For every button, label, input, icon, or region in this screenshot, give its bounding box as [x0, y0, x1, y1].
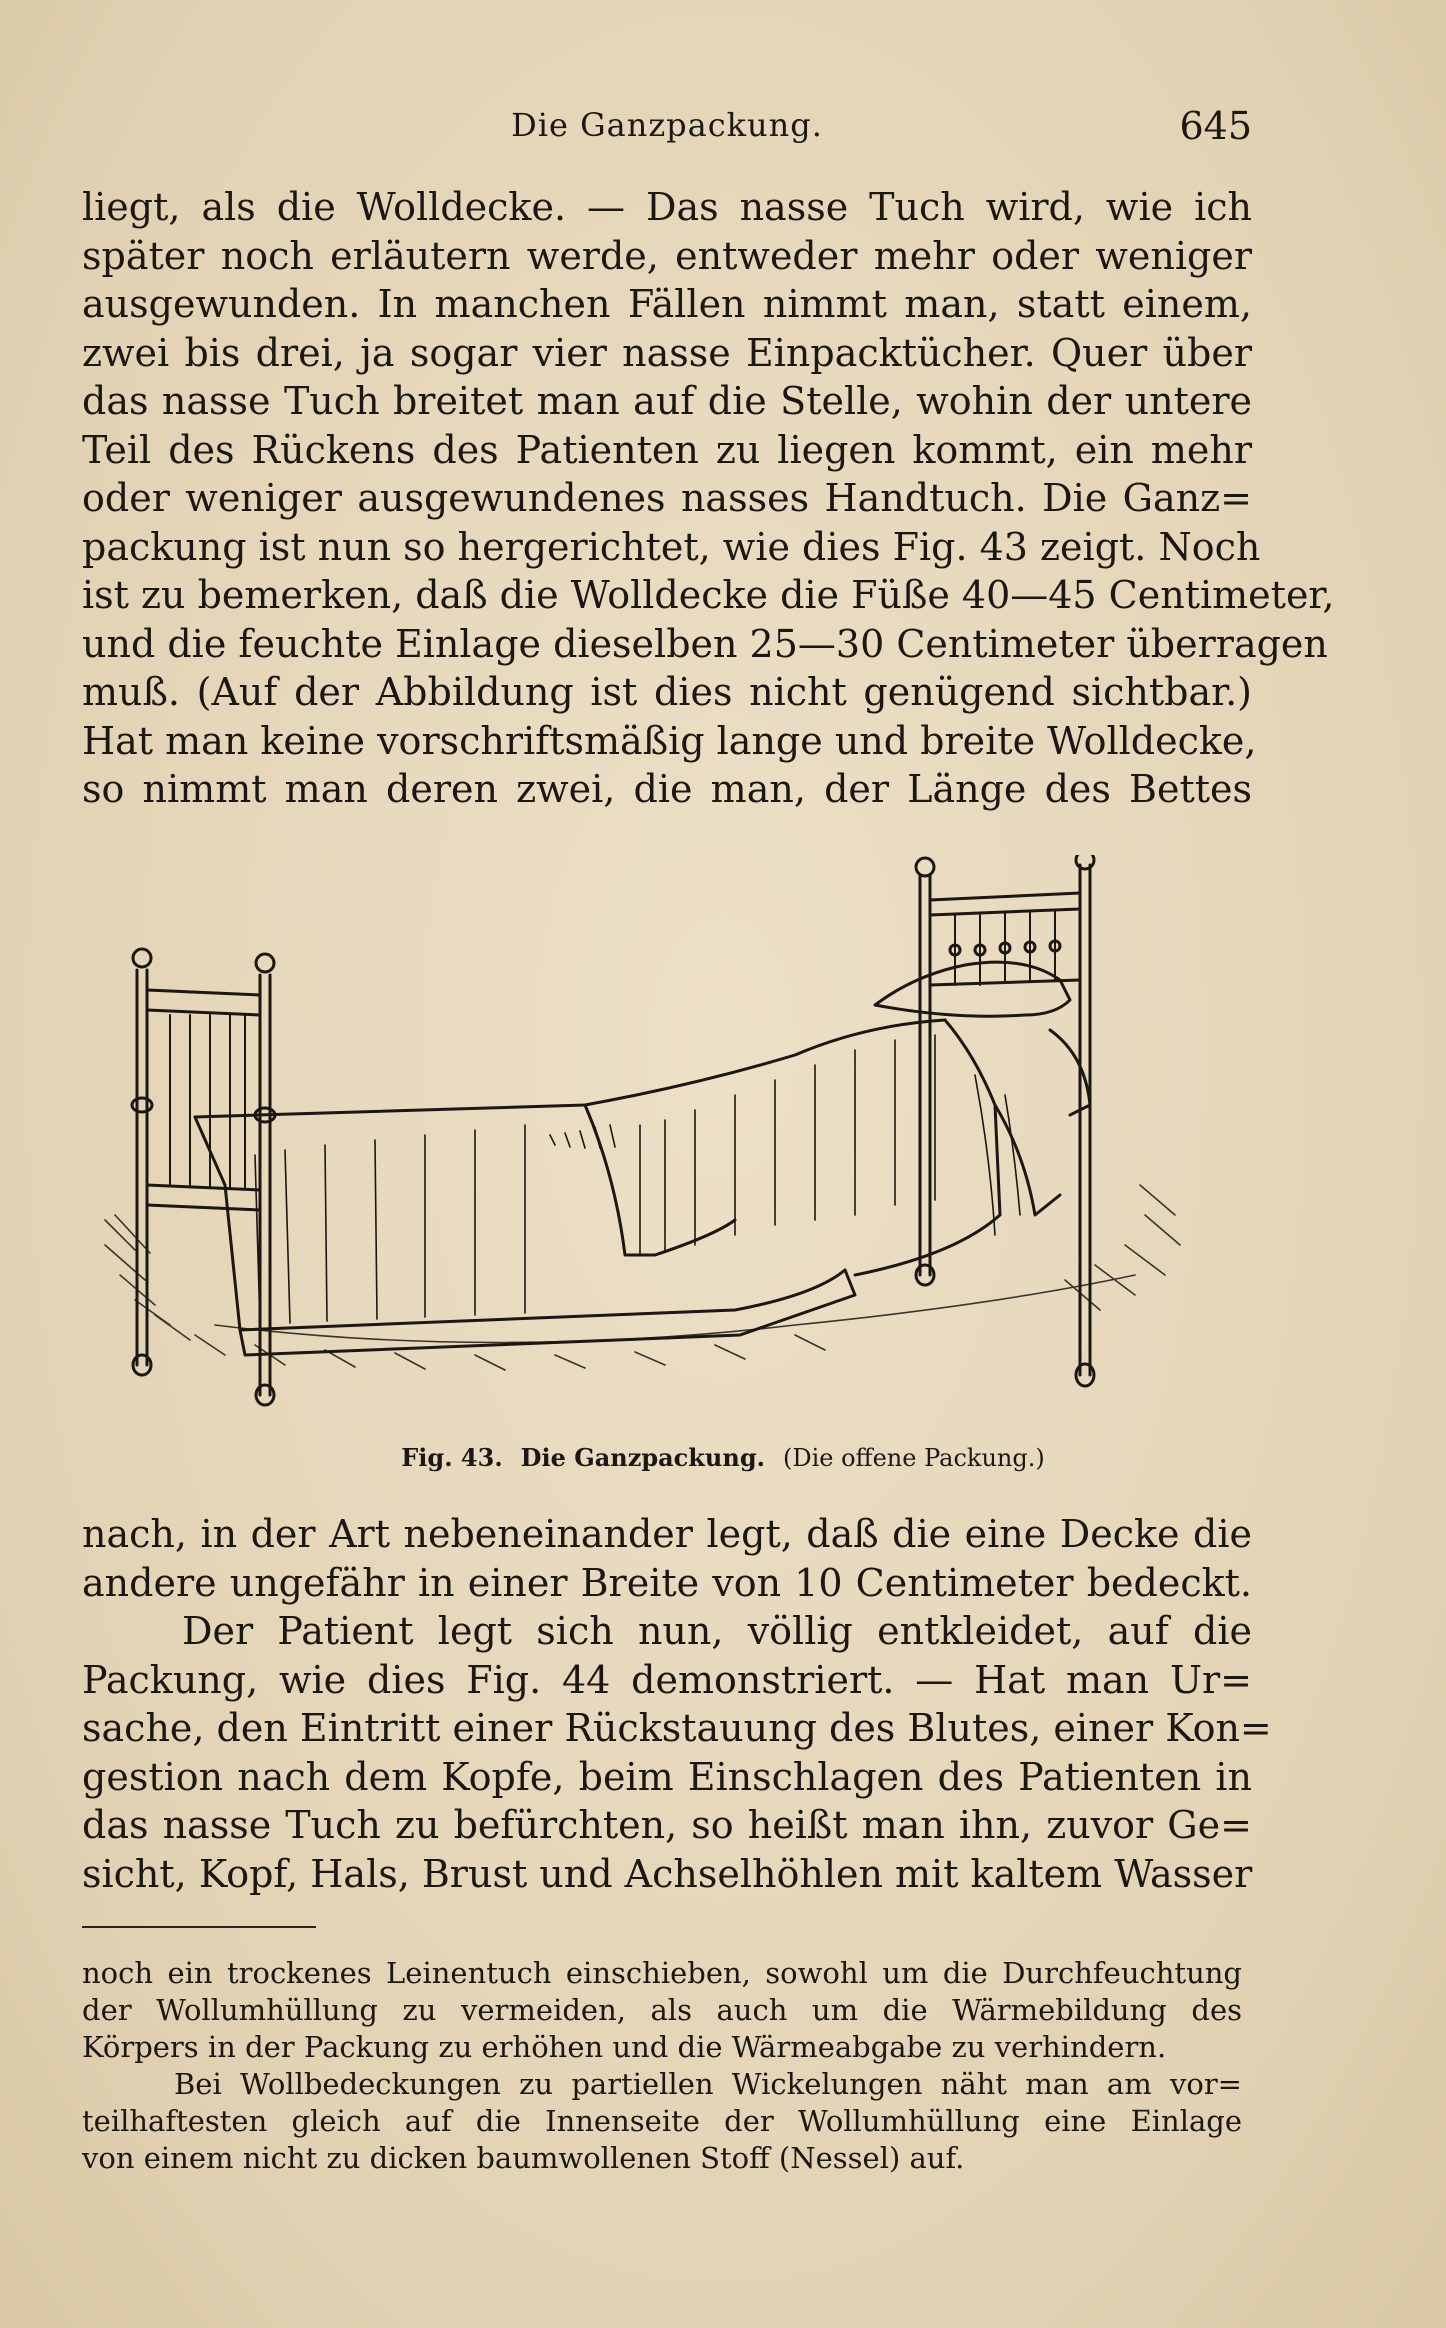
- bed-drawing: [95, 855, 1235, 1415]
- figure-number: Fig. 43.: [401, 1443, 503, 1472]
- footnote-line: der Wollumhüllung zu vermeiden, als auch um die Wärmebildung des: [82, 1993, 1242, 2027]
- footnote-line: Bei Wollbedeckungen zu partiellen Wickelungen näht man am vor=: [174, 2067, 1242, 2101]
- text-line: Packung, wie dies Fig. 44 demonstriert. — Hat man Ur=: [82, 1657, 1252, 1702]
- text-line: Teil des Rückens des Patienten zu liegen kommt, ein mehr: [82, 427, 1252, 472]
- text-line: zwei bis drei, ja sogar vier nasse Einpacktücher. Quer über: [82, 330, 1252, 375]
- blanket-folds: [255, 1035, 1020, 1325]
- text-line: muß. (Auf der Abbildung ist dies nicht genügend sichtbar.): [82, 670, 1252, 714]
- text-line: oder weniger ausgewundenes nasses Handtuch. Die Ganz=: [82, 476, 1252, 520]
- figure-title: Die Ganzpackung.: [520, 1443, 765, 1472]
- text-line: sicht, Kopf, Hals, Brust und Achselhöhlen mit kaltem Wasser: [82, 1851, 1253, 1896]
- text-line: ausgewunden. In manchen Fällen nimmt man, statt einem,: [82, 282, 1252, 326]
- text-line: das nasse Tuch breitet man auf die Stelle, wohin der untere: [82, 379, 1252, 423]
- text-line: ist zu bemerken, daß die Wolldecke die Füße 40—45 Centimeter,: [82, 573, 1335, 617]
- footnote-line: teilhaftesten gleich auf die Innenseite der Wollumhüllung eine Einlage: [82, 2104, 1242, 2138]
- text-line: nach, in der Art nebeneinander legt, daß die eine Decke die: [82, 1512, 1252, 1556]
- text-line: und die feuchte Einlage dieselben 25—30 Centimeter überragen: [82, 621, 1328, 666]
- text-line: Hat man keine vorschriftsmäßig lange und breite Wolldecke,: [82, 718, 1257, 763]
- text-line: andere ungefähr in einer Breite von 10 Centimeter bedeckt.: [82, 1560, 1252, 1605]
- footnotes: [82, 1955, 1242, 2177]
- text-line: liegt, als die Wolldecke. — Das nasse Tuch wird, wie ich: [82, 185, 1252, 229]
- page-header: [82, 100, 1252, 160]
- pillow: [875, 962, 1090, 1115]
- text-line: sache, den Eintritt einer Rückstauung des Blutes, einer Kon=: [82, 1706, 1272, 1750]
- text-line: später noch erläutern werde, entweder mehr oder weniger: [82, 233, 1252, 278]
- text-line: so nimmt man deren zwei, die man, der Länge des Bettes: [82, 767, 1252, 811]
- body-text-bottom: [82, 1510, 1272, 1898]
- footnote-rule: [82, 1926, 316, 1928]
- footnote-line: Körpers in der Packung zu erhöhen und die Wärmeabgabe zu verhindern.: [82, 2030, 1167, 2064]
- text-line: packung ist nun so hergerichtet, wie dies Fig. 43 zeigt. Noch: [82, 524, 1261, 569]
- floor-hatching: [105, 1185, 1180, 1370]
- running-title: Die Ganzpackung.: [511, 106, 823, 144]
- footnote-line: noch ein trockenes Leinentuch einschieben, sowohl um die Durchfeuchtung: [82, 1956, 1242, 1990]
- figure-caption: [0, 1443, 1446, 1472]
- footboard: [132, 949, 275, 1405]
- bed-illustration: [95, 855, 1235, 1415]
- text-line: gestion nach dem Kopfe, beim Einschlagen des Patienten in: [82, 1754, 1252, 1799]
- text-line: das nasse Tuch zu befürchten, so heißt man ihn, zuvor Ge=: [82, 1803, 1252, 1847]
- text-line: Der Patient legt sich nun, völlig entkleidet, auf die: [182, 1609, 1252, 1653]
- figure-note: (Die offene Packung.): [782, 1444, 1045, 1472]
- body-text-top: [82, 183, 1335, 814]
- page-number: 645: [1179, 104, 1252, 148]
- footnote-line: von einem nicht zu dicken baumwollenen Stoff (Nessel) auf.: [82, 2141, 965, 2175]
